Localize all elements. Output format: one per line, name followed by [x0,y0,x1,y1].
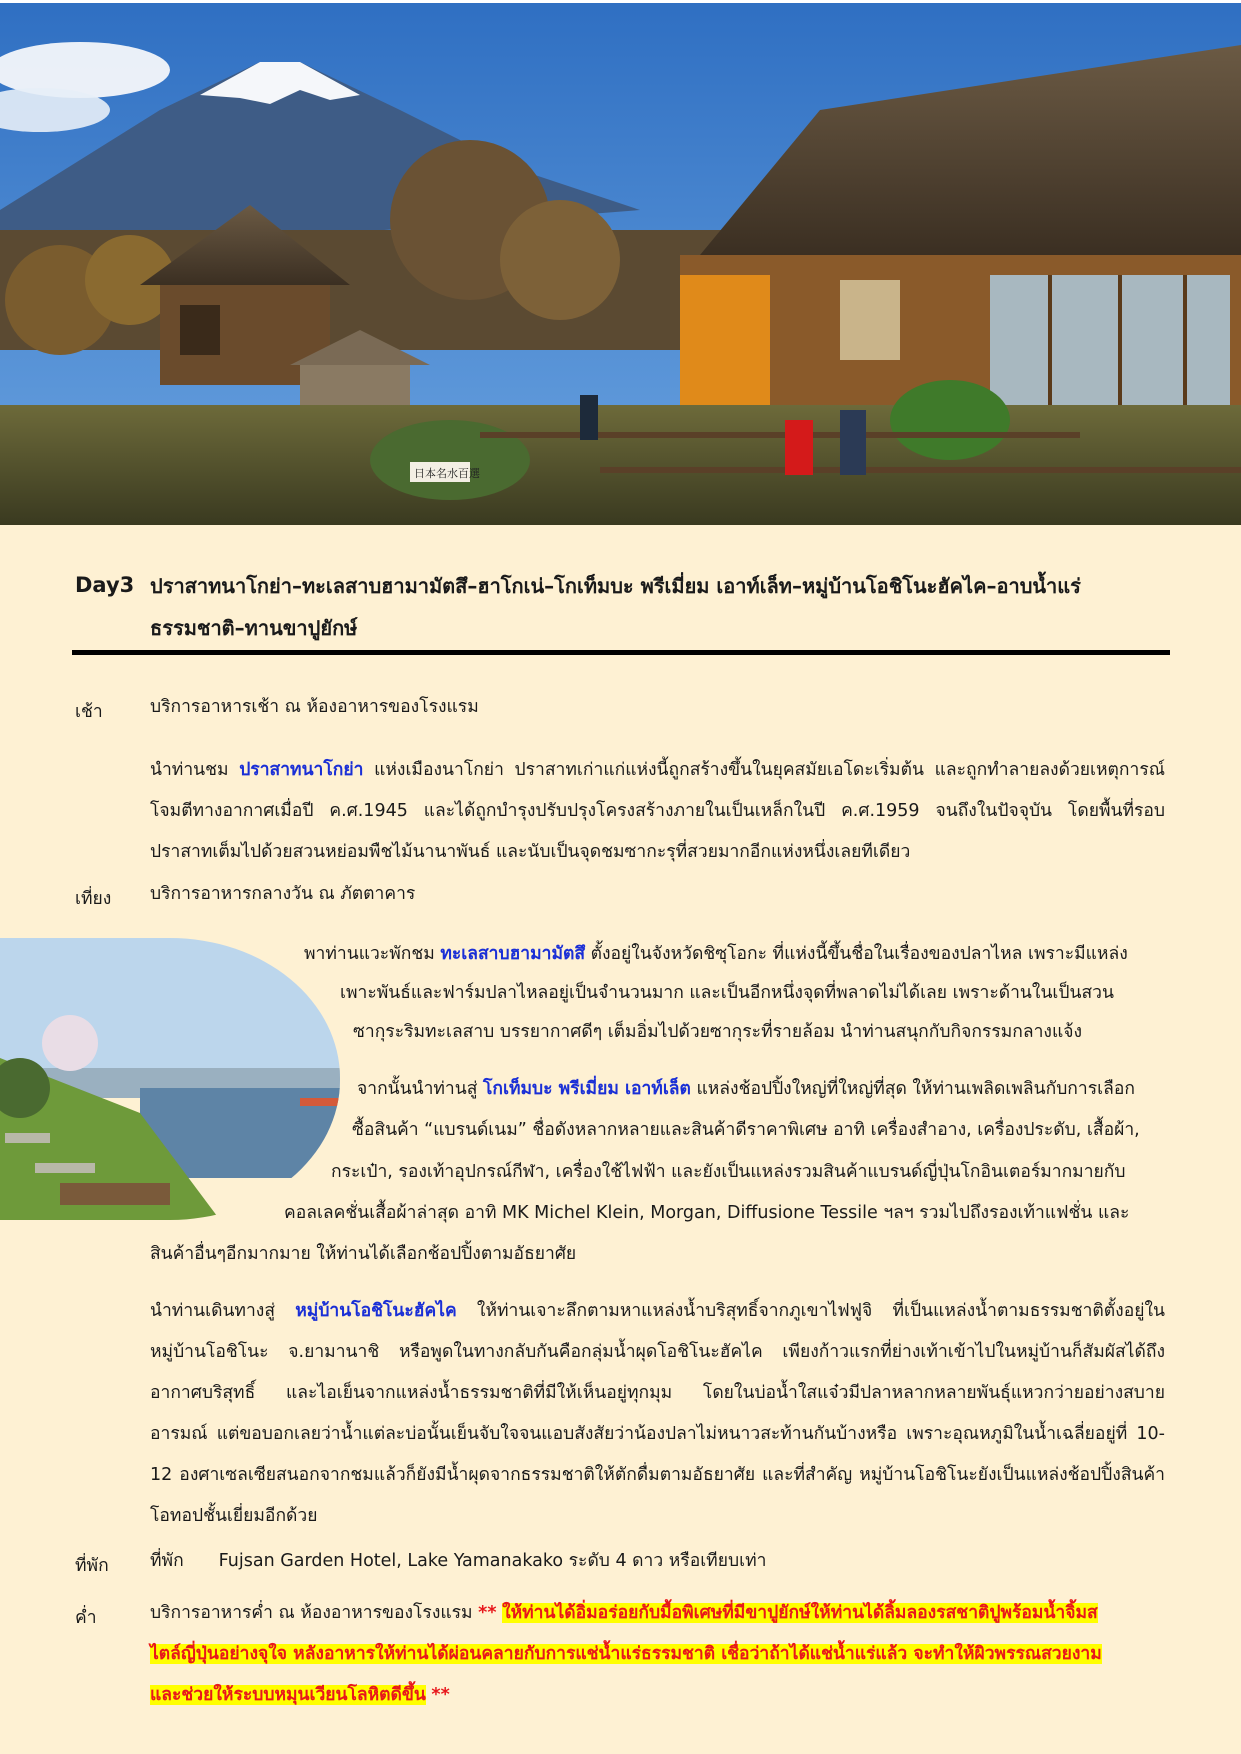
oshino-intro: นำท่านเดินทางสู่ [150,1301,276,1321]
outlet-line-5: สินค้าอื่นๆอีกมากมาย ให้ท่านได้เลือกช้อปปิ้งตามอัธยาศัย [150,1244,577,1264]
dinner-highlight-2: ไตล์ญี่ปุ่นอย่างจุใจ หลังอาหารให้ท่านได้ผ่อนคลายกับการแช่น้ำแร่ธรรมชาติ เชื่อว่าถ้าได้แช่น้ำแร่แล้ว จะทำให้ผิวพรรณสวยงาม [150,1644,1102,1664]
outlet-line1-rest: แหล่งช้อปปิ้งใหญ่ที่ใหญ่ที่สุด ให้ท่านเพลิดเพลินกับการเลือก [696,1079,1135,1099]
outlet-line-4: คอลเลคชั่นเสื้อผ้าล่าสุด อาทิ MK Michel Klein, Morgan, Diffusione Tessile ฯลฯ รวมไปถึงรองเท้าแฟชั่น และ [284,1203,1130,1223]
castle-rest: แห่งเมืองนาโกย่า ปราสาทเก่าแก่แห่งนี้ถูกสร้างขึ้นในยุคสมัยเอโดะเริ่มต้น และถูกทำลายลงด้วยเหตุการณ์โจมตีทางอากาศเมื่อปี ค.ศ.1945 และได้ถูกบำรุงปรับปรุงโครงสร้างภายในเป็นเหล็กในปี ค.ศ.1959 จนถึงในปัจจุบัน โดยพื้นที่รอบปราสาทเต็มไปด้วยสวนหย่อมพืชไม้นานาพันธ์ และนับเป็นจุดชมซากะรุที่สวยมากอีกแห่งหนึ่งเลยทีเดียว [150,760,1165,862]
oshino-rest: ให้ท่านเจาะลึกตามหาแหล่งน้ำบริสุทธิ์จากภูเขาไฟฟูจิ ที่เป็นแหล่งน้ำตามธรรมชาติตั้งอยู่ในหมู่บ้านโอชิโนะ จ.ยามานาชิ หรือพูดในทางกลับกันคือกลุ่มน้ำผุดโอชิโนะฮัคไค เพียงก้าวแรกที่ย่างเท้าเข้าไปในหมู่บ้านก็สัมผัสได้ถึงอากาศบริสุทธิ์ และไอเย็นจากแหล่งน้ำธรรมชาติที่มีให้เห็นอยู่ทุกมุม โดยในบ่อน้ำใสแจ๋วมีปลาหลากหลายพันธุ์แหวกว่ายอย่างสบายอารมณ์ แต่ขอบอกเลยว่าน้ำแต่ละบ่อนั้นเย็นจับใจจนแอบสังสัยว่าน้องปลาไม่หนาวสะท้านกันบ้างหรือ เพราะอุณหภูมิในน้ำเฉลี่ยอยู่ที่ 10-12 องศาเซลเซียสนอกจากชมแล้วก็ยังมีน้ำผุดจากธรรมชาติให้ตักดื่มตามอัธยาศัย และที่สำคัญ หมู่บ้านโอชิโนะยังเป็นแหล่งช้อปปิ้งสินค้าโอทอปชั้นเยี่ยมอีกด้วย [150,1301,1165,1526]
dinner-label: ค่ำ [75,1608,97,1628]
castle-paragraph [150,750,1165,873]
dinner-line-2 [150,1634,1102,1675]
oshino-village-fuji-illustration [0,0,1241,525]
outlet-intro: จากนั้นนำท่านสู่ [357,1079,478,1099]
outlet-place: โกเท็มบะ พรีเมี่ยม เอาท์เล็ต [482,1079,691,1099]
lake-line-1 [304,934,1164,975]
lake-place: ทะเลสาบฮามามัตสึ [440,944,586,964]
hamamatsu-lake-illustration [0,938,340,1220]
dinner-highlight-1: ให้ท่านได้อิ่มอร่อยกับมื้อพิเศษที่มีขาปูยักษ์ให้ท่านได้ลิ้มลองรสชาติปูพร้อมน้ำจิ้มส [502,1603,1098,1623]
oshino-paragraph [150,1291,1165,1537]
outlet-line-1 [357,1069,1135,1110]
hotel-line [150,1541,1165,1582]
castle-place: ปราสาทนาโกย่า [239,760,364,780]
outlet-line-2: ซื้อสินค้า “แบรนด์เนม” ชื่อดังหลากหลายและสินค้าดีราคาพิเศษ อาทิ เครื่องสำอาง, เครื่องประดับ, เสื้อผ้า, [352,1120,1140,1140]
hero-sign-text: 日本名水百選 [414,467,480,480]
lunch-text: บริการอาหารกลางวัน ณ ภัตตาคาร [150,884,416,904]
breakfast-label: เช้า [75,702,103,722]
dinner-stars-open: ** [478,1603,497,1623]
dinner-line-1 [150,1593,1098,1634]
heading-divider [72,650,1170,655]
dinner-stars-close: ** [431,1685,450,1705]
lake-intro: พาท่านแวะพักชม [304,944,435,964]
castle-intro: นำท่านชม [150,760,229,780]
day-title: ปราสาทนาโกย่า–ทะเลสาบฮามามัตสึ–ฮาโกเน่–โกเท็มบะ พรีเมี่ยม เอาท์เล็ท–หมู่บ้านโอชิโนะฮัคไค–อาบน้ำแร่ธรรมชาติ–ทานขาปูยักษ์ [150,574,1081,640]
outlet-line-3: กระเป๋า, รองเท้าอุปกรณ์กีฬา, เครื่องใช้ไฟฟ้า และยังเป็นแหล่งรวมสินค้าแบรนด์ญี่ปุ่นโกอินเตอร์มากมายกับ [331,1162,1126,1182]
lake-line-2: เพาะพันธ์และฟาร์มปลาไหลอยู่เป็นจำนวนมาก และเป็นอีกหนึ่งจุดที่พลาดไม่ได้เลย เพราะด้านในเป็นสวน [340,983,1114,1003]
lunch-label: เที่ยง [75,889,112,909]
dinner-text: บริการอาหารค่ำ ณ ห้องอาหารของโรงแรม [150,1603,473,1623]
breakfast-text: บริการอาหารเช้า ณ ห้องอาหารของโรงแรม [150,697,479,717]
hotel-label: ที่พัก [75,1556,109,1576]
oshino-place: หมู่บ้านโอชิโนะฮัคไค [295,1301,457,1321]
dinner-highlight-3: และช่วยให้ระบบหมุนเวียนโลหิตดีขึ้น [150,1685,426,1705]
hotel-prefix: ที่พัก [150,1551,184,1571]
day-label: Day3 [75,573,135,597]
hotel-text: Fujsan Garden Hotel, Lake Yamanakako ระดับ 4 ดาว หรือเทียบเท่า [218,1551,767,1571]
lake-line1-rest: ตั้งอยู่ในจังหวัดชิซุโอกะ ที่แห่งนี้ขึ้นชื่อในเรื่องของปลาไหล เพราะมีแหล่ง [590,944,1128,964]
lake-image [0,938,340,1220]
hero-image [0,0,1241,525]
dinner-line-3 [150,1675,450,1716]
lake-line-3: ซากุระริมทะเลสาบ บรรยากาศดีๆ เต็มอิ่มไปด้วยซากุระที่รายล้อม นำท่านสนุกกับกิจกรรมกลางแจ้ง [353,1022,1083,1042]
